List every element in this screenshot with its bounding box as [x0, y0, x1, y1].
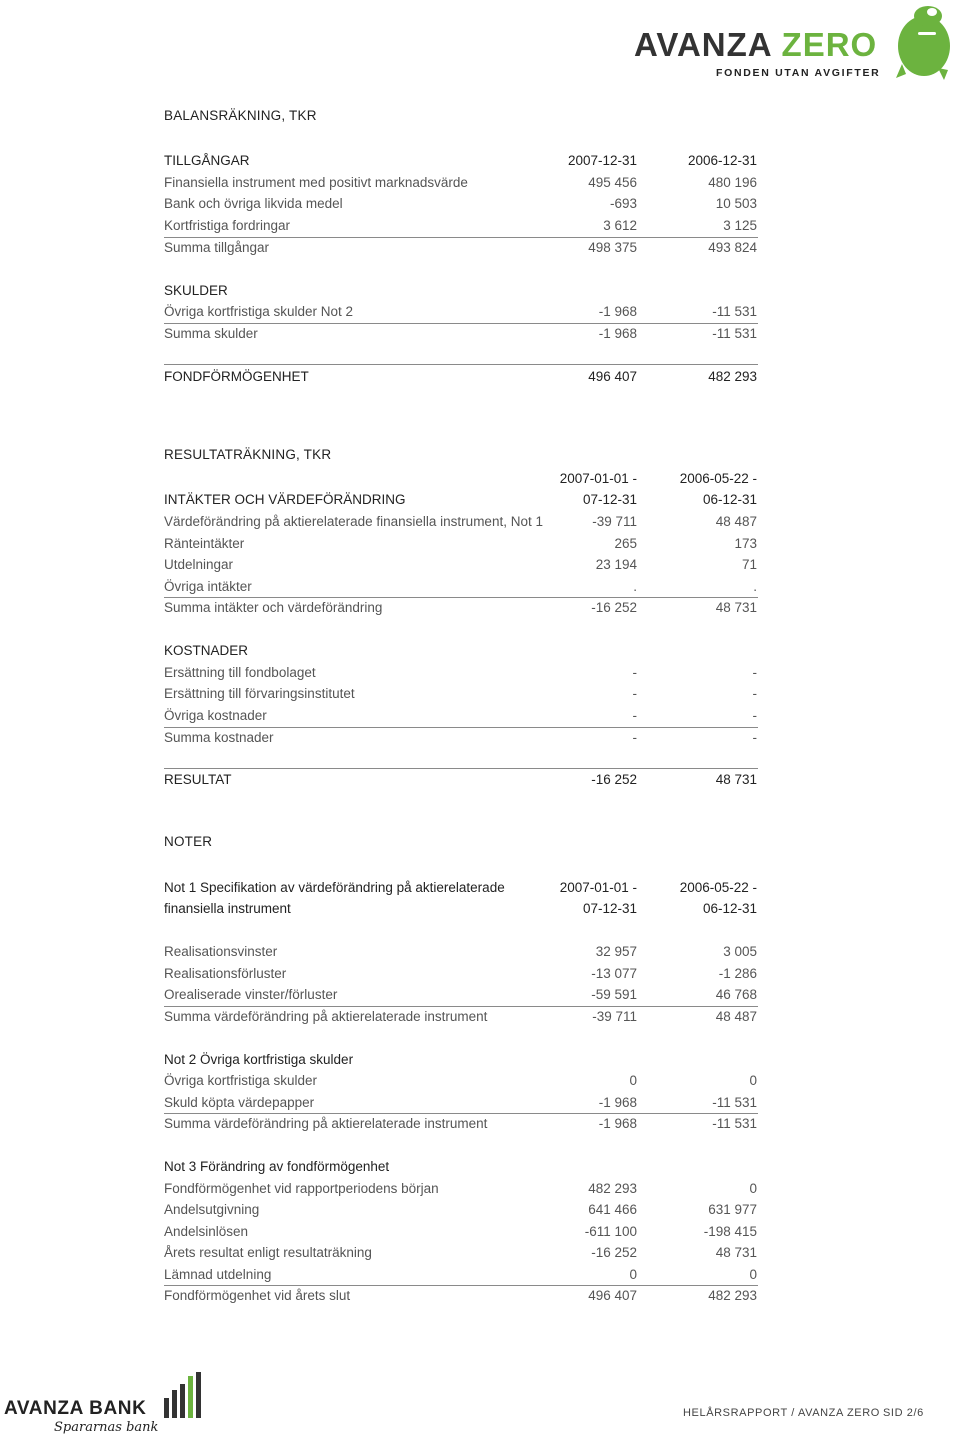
- row-label: Skuld köpta värdepapper: [164, 1095, 315, 1110]
- row-value-2006: -11 531: [712, 304, 757, 319]
- table-row: [164, 597, 758, 618]
- table-row: [164, 301, 758, 322]
- row-value-2007: 496 407: [588, 369, 637, 384]
- table-row: [164, 533, 758, 554]
- logo-tagline: FONDEN UTAN AVGIFTER: [716, 67, 881, 79]
- liabilities-head-row: [164, 280, 758, 301]
- table-row: [164, 963, 758, 984]
- row-value-2007: -39 711: [592, 1009, 637, 1024]
- row-value-2007: -: [632, 730, 637, 745]
- logo-name: AVANZA BANK: [4, 1398, 147, 1419]
- logo-wordmark: [634, 26, 877, 64]
- table-row: [164, 1264, 758, 1285]
- row-value-2007: 482 293: [588, 1181, 637, 1196]
- bars-icon: [164, 1372, 204, 1418]
- row-value-2007: -59 591: [591, 987, 637, 1002]
- row-value-2006: -11 531: [712, 326, 757, 341]
- table-row: [164, 215, 758, 236]
- note1-heading-cont: finansiella instrument: [164, 901, 291, 916]
- row-label: Orealiserade vinster/förluster: [164, 987, 338, 1002]
- period-from-2007: 2007-01-01 -: [559, 471, 637, 486]
- period-to-2007: 07-12-31: [582, 492, 637, 507]
- table-row: [164, 554, 758, 575]
- row-value-2007: 32 957: [595, 944, 637, 959]
- row-value-2006: 0: [749, 1181, 757, 1196]
- row-value-2006: 46 768: [715, 987, 757, 1002]
- row-value-2007: -: [632, 665, 637, 680]
- row-value-2007: -693: [609, 196, 637, 211]
- period-from-2006: 2006-05-22 -: [679, 471, 757, 486]
- period-from-2006: 2006-05-22 -: [679, 880, 757, 895]
- row-label: Övriga kortfristiga skulder Not 2: [164, 304, 354, 319]
- row-value-2006: 48 731: [715, 772, 757, 787]
- row-value-2007: 496 407: [588, 1288, 637, 1303]
- row-value-2007: 0: [629, 1267, 637, 1282]
- row-label: Realisationsförluster: [164, 966, 287, 981]
- row-value-2006: 480 196: [708, 175, 757, 190]
- row-value-2007: 265: [614, 536, 637, 551]
- row-value-2006: 48 731: [715, 600, 757, 615]
- row-value-2007: -39 711: [592, 514, 637, 529]
- piggy-bank-icon: [888, 2, 960, 82]
- row-value-2007: -1 968: [598, 1116, 637, 1131]
- note1-heading: Not 1 Specifikation av värdeförändring på aktierelaterade: [164, 880, 505, 895]
- period-from-row: [164, 468, 758, 489]
- logo-word-avanza: AVANZA: [634, 26, 772, 63]
- row-value-2006: 10 503: [715, 196, 757, 211]
- table-row: [164, 984, 758, 1005]
- assets-heading: TILLGÅNGAR: [164, 153, 250, 168]
- period-to-2006: 06-12-31: [702, 901, 757, 916]
- row-label: Utdelningar: [164, 557, 234, 572]
- period-to-2007: 07-12-31: [582, 901, 637, 916]
- table-row: [164, 1092, 758, 1113]
- costs-heading: KOSTNADER: [164, 643, 249, 658]
- table-row: [164, 941, 758, 962]
- note2-head-row: [164, 1049, 758, 1070]
- row-value-2007: -1 968: [598, 304, 637, 319]
- note3-head-row: [164, 1156, 758, 1177]
- row-value-2007: 3 612: [603, 218, 637, 233]
- table-row: [164, 1221, 758, 1242]
- row-value-2006: 482 293: [708, 1288, 757, 1303]
- logo-word-zero: ZERO: [781, 26, 878, 63]
- row-value-2006: 0: [749, 1267, 757, 1282]
- row-value-2006: -11 531: [712, 1116, 757, 1131]
- avanza-bank-logo: [4, 1372, 204, 1438]
- row-value-2006: 173: [734, 536, 757, 551]
- row-label: Summa värdeförändring på aktierelaterade instrument: [164, 1116, 488, 1131]
- row-label: Årets resultat enligt resultaträkning: [164, 1245, 372, 1260]
- table-row: [164, 237, 758, 258]
- row-value-2006: -: [752, 665, 757, 680]
- row-label: Summa värdeförändring på aktierelaterade instrument: [164, 1009, 488, 1024]
- row-value-2007: -611 100: [584, 1224, 637, 1239]
- table-row: [164, 511, 758, 532]
- row-label: Summa tillgångar: [164, 240, 270, 255]
- row-label: Summa intäkter och värdeförändring: [164, 600, 383, 615]
- row-value-2006: -: [752, 686, 757, 701]
- table-row: [164, 576, 758, 597]
- row-label: Fondförmögenhet vid rapportperiodens början: [164, 1181, 439, 1196]
- row-value-2006: 3 005: [723, 944, 757, 959]
- period-to-2006: 06-12-31: [702, 492, 757, 507]
- row-label: Värdeförändring på aktierelaterade finansiella instrument, Not 1: [164, 514, 543, 529]
- fund-capital-row: [164, 366, 758, 387]
- row-label: Fondförmögenhet vid årets slut: [164, 1288, 351, 1303]
- row-label: Övriga kortfristiga skulder: [164, 1073, 318, 1088]
- result-row: [164, 769, 758, 790]
- table-row: [164, 1242, 758, 1263]
- notes-title: NOTER: [164, 834, 213, 849]
- table-row: [164, 683, 758, 704]
- row-value-2006: -198 415: [703, 1224, 757, 1239]
- revenue-head-row: [164, 489, 758, 510]
- row-value-2007: 495 456: [588, 175, 637, 190]
- table-row: [164, 193, 758, 214]
- row-value-2006: 631 977: [708, 1202, 757, 1217]
- balance-title: BALANSRÄKNING, TKR: [164, 108, 317, 123]
- table-row: [164, 662, 758, 683]
- income-title: RESULTATRÄKNING, TKR: [164, 447, 332, 462]
- row-value-2007: -: [632, 686, 637, 701]
- row-value-2006: 493 824: [708, 240, 757, 255]
- row-value-2006: 48 487: [715, 514, 757, 529]
- table-row: [164, 1285, 758, 1306]
- row-value-2006: -1 286: [718, 966, 757, 981]
- col-date-2006: 2006-12-31: [687, 153, 757, 168]
- row-value-2006: -11 531: [712, 1095, 757, 1110]
- row-value-2007: 23 194: [595, 557, 637, 572]
- costs-head-row: [164, 640, 758, 661]
- table-row: [164, 1178, 758, 1199]
- table-row: [164, 323, 758, 344]
- row-value-2007: -16 252: [591, 1245, 637, 1260]
- row-value-2007: 641 466: [588, 1202, 637, 1217]
- row-label: Andelsutgivning: [164, 1202, 260, 1217]
- row-value-2007: -16 252: [591, 600, 637, 615]
- row-value-2006: 482 293: [708, 369, 757, 384]
- note3-heading: Not 3 Förändring av fondförmögenhet: [164, 1159, 390, 1174]
- row-label: FONDFÖRMÖGENHET: [164, 369, 309, 384]
- row-value-2006: 3 125: [723, 218, 757, 233]
- logo-slogan: Spararnas bank: [54, 1420, 159, 1435]
- period-from-2007: 2007-01-01 -: [559, 880, 637, 895]
- table-row: [164, 1070, 758, 1091]
- row-label: Finansiella instrument med positivt marknadsvärde: [164, 175, 468, 190]
- row-value-2006: -: [752, 730, 757, 745]
- row-value-2006: 71: [741, 557, 757, 572]
- row-value-2007: -1 968: [598, 1095, 637, 1110]
- assets-head-row: [164, 150, 758, 171]
- row-label: Andelsinlösen: [164, 1224, 249, 1239]
- note2-heading: Not 2 Övriga kortfristiga skulder: [164, 1052, 354, 1067]
- row-value-2007: .: [633, 579, 637, 594]
- row-value-2006: 48 731: [715, 1245, 757, 1260]
- row-label: Ersättning till förvaringsinstitutet: [164, 686, 355, 701]
- row-label: Bank och övriga likvida medel: [164, 196, 343, 211]
- row-value-2007: -16 252: [591, 772, 637, 787]
- table-row: [164, 172, 758, 193]
- row-label: Realisationsvinster: [164, 944, 278, 959]
- row-value-2007: -: [632, 708, 637, 723]
- row-label: Ersättning till fondbolaget: [164, 665, 316, 680]
- row-label: Övriga kostnader: [164, 708, 267, 723]
- avanza-zero-logo: [630, 0, 960, 90]
- row-value-2006: 48 487: [715, 1009, 757, 1024]
- footer-report-name: HELÅRSRAPPORT / AVANZA ZERO: [683, 1407, 880, 1419]
- row-label: RESULTAT: [164, 772, 232, 787]
- row-value-2007: 498 375: [588, 240, 637, 255]
- row-value-2007: -1 968: [598, 326, 637, 341]
- row-label: Lämnad utdelning: [164, 1267, 272, 1282]
- row-label: Övriga intäkter: [164, 579, 252, 594]
- table-row: [164, 1199, 758, 1220]
- row-value-2006: 0: [749, 1073, 757, 1088]
- row-label: Summa skulder: [164, 326, 258, 341]
- table-row: [164, 1006, 758, 1027]
- liabilities-heading: SKULDER: [164, 283, 228, 298]
- table-row: [164, 1113, 758, 1134]
- col-date-2007: 2007-12-31: [567, 153, 637, 168]
- row-label: Kortfristiga fordringar: [164, 218, 291, 233]
- note1-head-row-2: [164, 898, 758, 919]
- row-value-2006: .: [753, 579, 757, 594]
- row-value-2007: -13 077: [591, 966, 637, 981]
- row-value-2007: 0: [629, 1073, 637, 1088]
- row-label: Ränteintäkter: [164, 536, 245, 551]
- note1-head-row: [164, 877, 758, 898]
- table-row: [164, 727, 758, 748]
- footer-page-number: SID 2/6: [883, 1407, 924, 1419]
- row-value-2006: -: [752, 708, 757, 723]
- revenue-heading: INTÄKTER OCH VÄRDEFÖRÄNDRING: [164, 492, 406, 507]
- row-label: Summa kostnader: [164, 730, 274, 745]
- divider: [164, 364, 758, 365]
- table-row: [164, 705, 758, 726]
